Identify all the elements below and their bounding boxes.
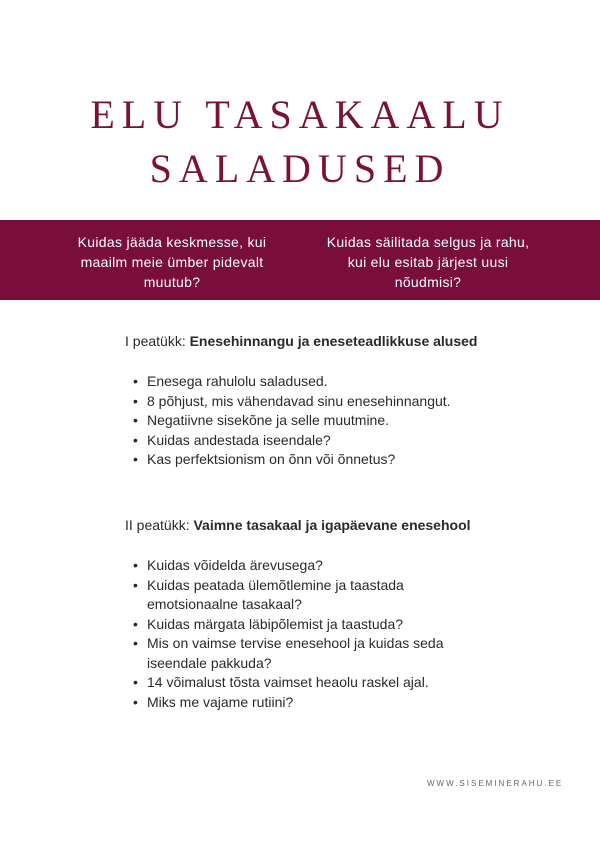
list-item: • Miks me vajame rutiini?: [147, 693, 477, 713]
chapter-2-prefix: II peatükk:: [125, 517, 190, 533]
chapter-1-list: [147, 372, 477, 470]
list-item: • Kuidas märgata läbipõlemist ja taastuda?: [147, 615, 477, 635]
list-item: • Enesega rahulolu saladused.: [147, 372, 477, 392]
list-item: • Kuidas andestada iseendale?: [147, 431, 477, 451]
chapter-1-title: Enesehinnangu ja eneseteadlikkuse alused: [189, 333, 478, 349]
title-line-2: SALADUSED: [149, 146, 451, 191]
chapter-1-heading: [125, 331, 545, 351]
band-question-left: Kuidas jääda keskmesse, kui maailm meie ümber pidevalt muutub?: [77, 234, 267, 290]
chapter-2-list: [147, 556, 477, 712]
chapter-1-prefix: I peatükk:: [125, 333, 186, 349]
title-line-1: ELU TASAKAALU: [90, 92, 510, 137]
chapter-2-title: Vaimne tasakaal ja igapäevane enesehool: [193, 517, 471, 533]
list-item: • Kas perfektsionism on õnn või õnnetus?: [147, 450, 477, 470]
list-item: • 14 võimalust tõsta vaimset heaolu raskel ajal.: [147, 673, 477, 693]
footer-website-link[interactable]: WWW.SISEMINERAHU.EE: [427, 779, 564, 788]
list-item: • Kuidas võidelda ärevusega?: [147, 556, 477, 576]
band-question-right: Kuidas säilitada selgus ja rahu, kui elu esitab järjest uusi nõudmisi?: [326, 234, 530, 290]
page-title: [0, 88, 600, 196]
list-item: • Kuidas peatada ülemõtlemine ja taastada emotsionaalne tasakaal?: [147, 576, 477, 615]
chapter-2-heading: [125, 515, 545, 535]
list-item: • Mis on vaimse tervise enesehool ja kuidas seda iseendale pakkuda?: [147, 634, 477, 673]
list-item: • 8 põhjust, mis vähendavad sinu enesehinnangut.: [147, 392, 477, 412]
questions-band: [0, 220, 600, 300]
list-item: • Negatiivne sisekõne ja selle muutmine.: [147, 411, 477, 431]
